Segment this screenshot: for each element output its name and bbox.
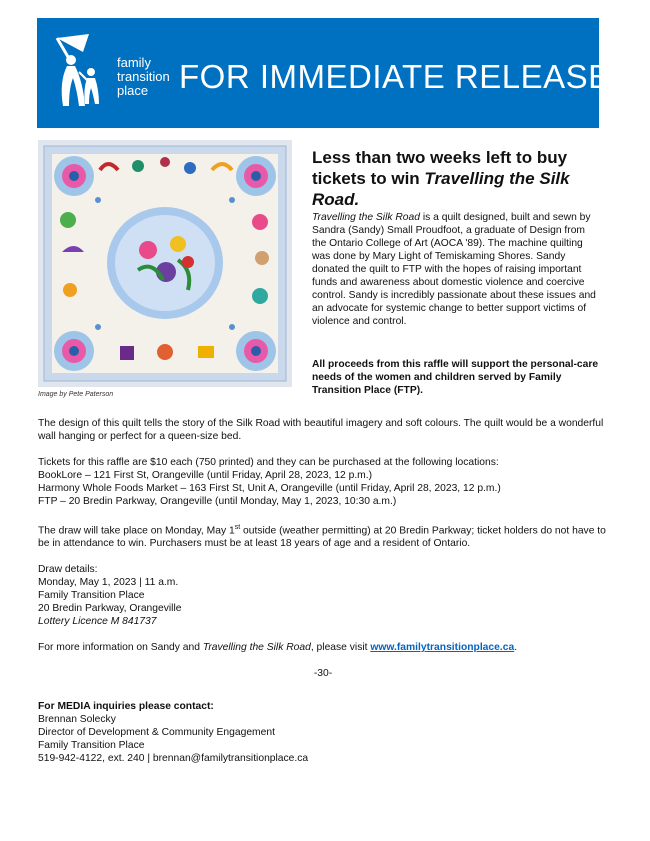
draw-details-date: Monday, May 1, 2023 | 11 a.m. — [38, 577, 179, 589]
more-info-pre: For more information on Sandy and — [38, 642, 203, 654]
draw-text-1: The draw will take place on Monday, May 1 — [38, 525, 235, 537]
headline-line-1: Less than two weeks left to buy — [312, 148, 568, 167]
image-credit: Image by Pete Paterson — [38, 391, 114, 398]
intro-quilt-title: Travelling the Silk Road — [312, 212, 420, 223]
intro-text: is a quilt designed, built and sewn by Sandra (Sandy) Small Proudfoot, a graduate of Design from the Ontario College of Art (AOCA '89). The machine quilting was done by Mary Light of Temiskaming Shores. Sandy donated the quilt to FTP with the hopes of raising important funds and awareness about domestic violence and coercive control. Sandy is incredibly passionate about these issues and an advocate for systemic change to better support victims of violence and control. — [312, 212, 596, 327]
website-link[interactable]: www.familytransitionplace.ca — [370, 642, 515, 654]
contact-name: Brennan Solecky — [38, 714, 116, 726]
more-info-post: . — [514, 642, 518, 654]
corner-medallion-br-icon — [236, 331, 276, 371]
draw-text-2: outside (weather permitting) at 20 Bredin Parkway; ticket holders do not have to be in attendance to win. Purchasers must be at least 18 years of age and a resident of Ontario. — [38, 525, 606, 550]
corner-medallion-bl-icon — [54, 331, 94, 371]
draw-details-licence: Lottery Licence M 841737 — [38, 616, 157, 628]
logo-line-3: place — [117, 83, 149, 98]
end-mark: -30- — [313, 668, 333, 680]
logo-line-1: family — [117, 55, 151, 70]
headline-quilt-title: Travelling the Silk Road. — [312, 169, 570, 209]
draw-details-address: 20 Bredin Parkway, Orangeville — [38, 603, 182, 615]
logo-wordmark — [117, 56, 170, 98]
design-paragraph: The design of this quilt tells the story of the Silk Road with beautiful imagery and soft colours. The quilt would be a wonderful wall hanging or perfect for a queen-size bed. — [38, 418, 604, 442]
ticket-location: Harmony Whole Foods Market – 163 First St, Unit A, Orangeville (until Friday, April 28, 2023, 12 p.m.) — [38, 483, 501, 494]
media-contact-heading: For MEDIA inquiries please contact: — [38, 701, 214, 713]
more-info-quilt-title: Travelling the Silk Road — [202, 642, 311, 654]
release-title: FOR IMMEDIATE RELEASE — [179, 58, 611, 95]
draw-paragraph — [38, 521, 608, 550]
draw-details-heading: Draw details: — [38, 564, 98, 576]
headline-line-2-plain: tickets to win — [312, 169, 425, 188]
media-contact — [38, 700, 608, 765]
ticket-location: BookLore – 121 First St, Orangeville (until Friday, April 28, 2023, 12 p.m.) — [38, 470, 373, 481]
intro-paragraph — [312, 211, 602, 328]
headline — [312, 147, 612, 210]
contact-phone-email: 519-942-4122, ext. 240 | brennan@familytransitionplace.ca — [38, 753, 309, 765]
corner-medallion-tl-icon — [54, 156, 94, 196]
proceeds-statement: All proceeds from this raffle will support the personal-care needs of the women and children served by Family Transition Place (FTP). — [312, 359, 599, 396]
quilt-photo — [38, 140, 292, 387]
draw-details — [38, 563, 608, 628]
contact-org: Family Transition Place — [38, 740, 145, 752]
tickets-intro: Tickets for this raffle are $10 each (750 printed) and they can be purchased at the following locations: — [38, 457, 499, 468]
logo-line-2: transition — [117, 69, 170, 84]
release-body — [38, 417, 608, 778]
ticket-location: FTP – 20 Bredin Parkway, Orangeville (until Monday, May 1, 2023, 10:30 a.m.) — [38, 496, 397, 507]
family-figures-logo-icon — [49, 32, 111, 112]
center-medallion-icon — [107, 207, 223, 319]
headline-line-2 — [312, 168, 612, 210]
more-info-paragraph — [38, 641, 608, 654]
draw-details-org: Family Transition Place — [38, 590, 145, 602]
corner-medallion-tr-icon — [236, 156, 276, 196]
more-info-mid: , please visit — [310, 642, 371, 654]
header-banner — [37, 18, 611, 128]
tickets-paragraph — [38, 456, 608, 508]
draw-sup: st — [234, 524, 241, 531]
contact-role: Director of Development & Community Engagement — [38, 727, 275, 739]
